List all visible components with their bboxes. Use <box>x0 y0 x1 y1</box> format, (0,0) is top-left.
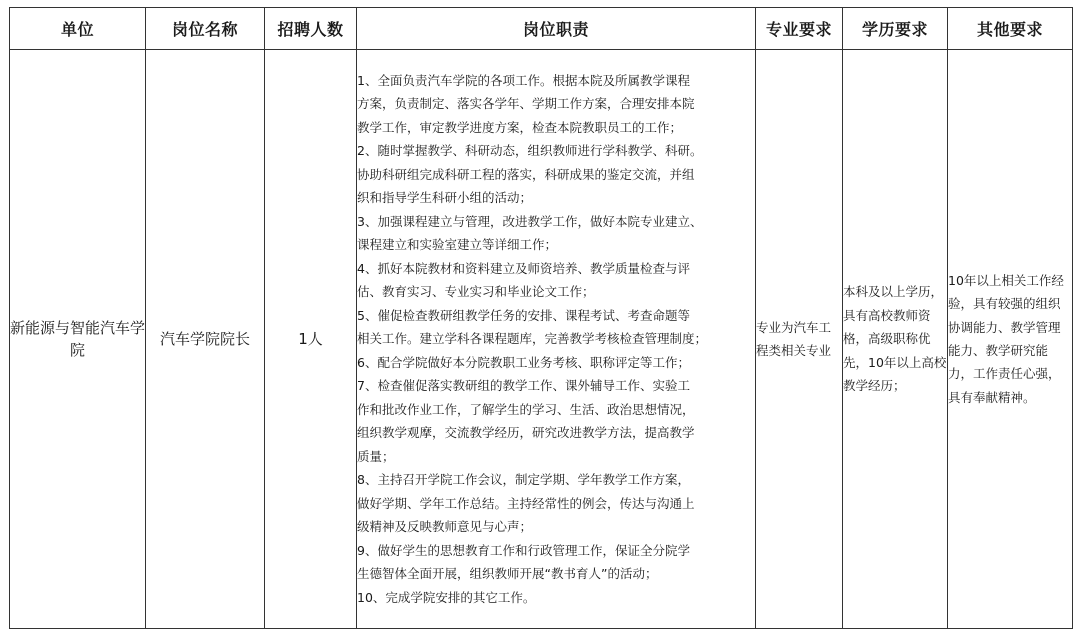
cell-duties <box>357 50 756 629</box>
cell-major: 专业为汽车工程类相关专业 <box>756 50 843 629</box>
duty-line: 生德智体全面开展，组织教师开展“教书育人”的活动； <box>357 566 658 582</box>
duty-line: 3、加强课程建立与管理，改进教学工作，做好本院专业建立、 <box>357 213 703 229</box>
duty-line: 课程建立和实验室建立等详细工作； <box>357 237 558 253</box>
header-position: 岗位名称 <box>146 8 265 50</box>
duty-line: 估、教育实习、专业实习和毕业论文工作； <box>357 284 595 300</box>
table-body <box>10 50 1073 629</box>
duty-line: 4、抓好本院教材和资料建立及师资培养、教学质量检查与评 <box>357 260 690 276</box>
duty-line: 作和批改作业工作，了解学生的学习、生活、政治思想情况， <box>357 401 695 417</box>
cell-other: 10年以上相关工作经验，具有较强的组织协调能力、教学管理能力、教学研究能力，工作责任心强，具有奉献精神。 <box>948 50 1073 629</box>
header-row <box>10 8 1073 50</box>
table-header <box>10 8 1073 50</box>
duty-line: 织和指导学生科研小组的活动； <box>357 190 533 206</box>
duty-line: 相关工作。建立学科各课程题库，完善教学考核检查管理制度； <box>357 331 708 347</box>
duty-line: 做好学期、学年工作总结。主持经常性的例会，传达与沟通上 <box>357 495 695 511</box>
duty-line: 组织教学观摩，交流教学经历，研究改进教学方法，提高教学 <box>357 425 695 441</box>
duty-line: 7、检查催促落实教研组的教学工作、课外辅导工作、实验工 <box>357 378 690 394</box>
duty-line: 1、全面负责汽车学院的各项工作。根据本院及所属教学课程 <box>357 72 690 88</box>
duty-line: 级精神及反映教师意见与心声； <box>357 519 533 535</box>
duties-list <box>357 69 755 610</box>
duty-line: 9、做好学生的思想教育工作和行政管理工作，保证全分院学 <box>357 542 690 558</box>
cell-unit: 新能源与智能汽车学院 <box>10 50 146 629</box>
duty-line: 10、完成学院安排的其它工作。 <box>357 589 536 605</box>
duty-line: 教学工作，审定教学进度方案，检查本院教职员工的工作； <box>357 119 683 135</box>
duty-line: 6、配合学院做好本分院教职工业务考核、职称评定等工作； <box>357 354 690 370</box>
header-other: 其他要求 <box>948 8 1073 50</box>
header-count: 招聘人数 <box>265 8 357 50</box>
duty-line: 方案，负责制定、落实各学年、学期工作方案，合理安排本院 <box>357 96 695 112</box>
cell-position: 汽车学院院长 <box>146 50 265 629</box>
duty-line: 5、催促检查教研组教学任务的安排、课程考试、考查命题等 <box>357 307 690 323</box>
duty-line: 质量； <box>357 448 395 464</box>
table-row <box>10 50 1073 629</box>
header-unit: 单位 <box>10 8 146 50</box>
duty-line: 2、随时掌握教学、科研动态，组织教师进行学科教学、科研。 <box>357 143 703 159</box>
header-duties: 岗位职责 <box>357 8 756 50</box>
duty-line: 协助科研组完成科研工程的落实，科研成果的鉴定交流，并组 <box>357 166 695 182</box>
cell-count: 1人 <box>265 50 357 629</box>
cell-education: 本科及以上学历，具有高校教师资格，高级职称优先，10年以上高校教学经历； <box>843 50 948 629</box>
recruitment-table <box>9 7 1073 629</box>
duty-line: 8、主持召开学院工作会议，制定学期、学年教学工作方案， <box>357 472 690 488</box>
header-major: 专业要求 <box>756 8 843 50</box>
header-education: 学历要求 <box>843 8 948 50</box>
